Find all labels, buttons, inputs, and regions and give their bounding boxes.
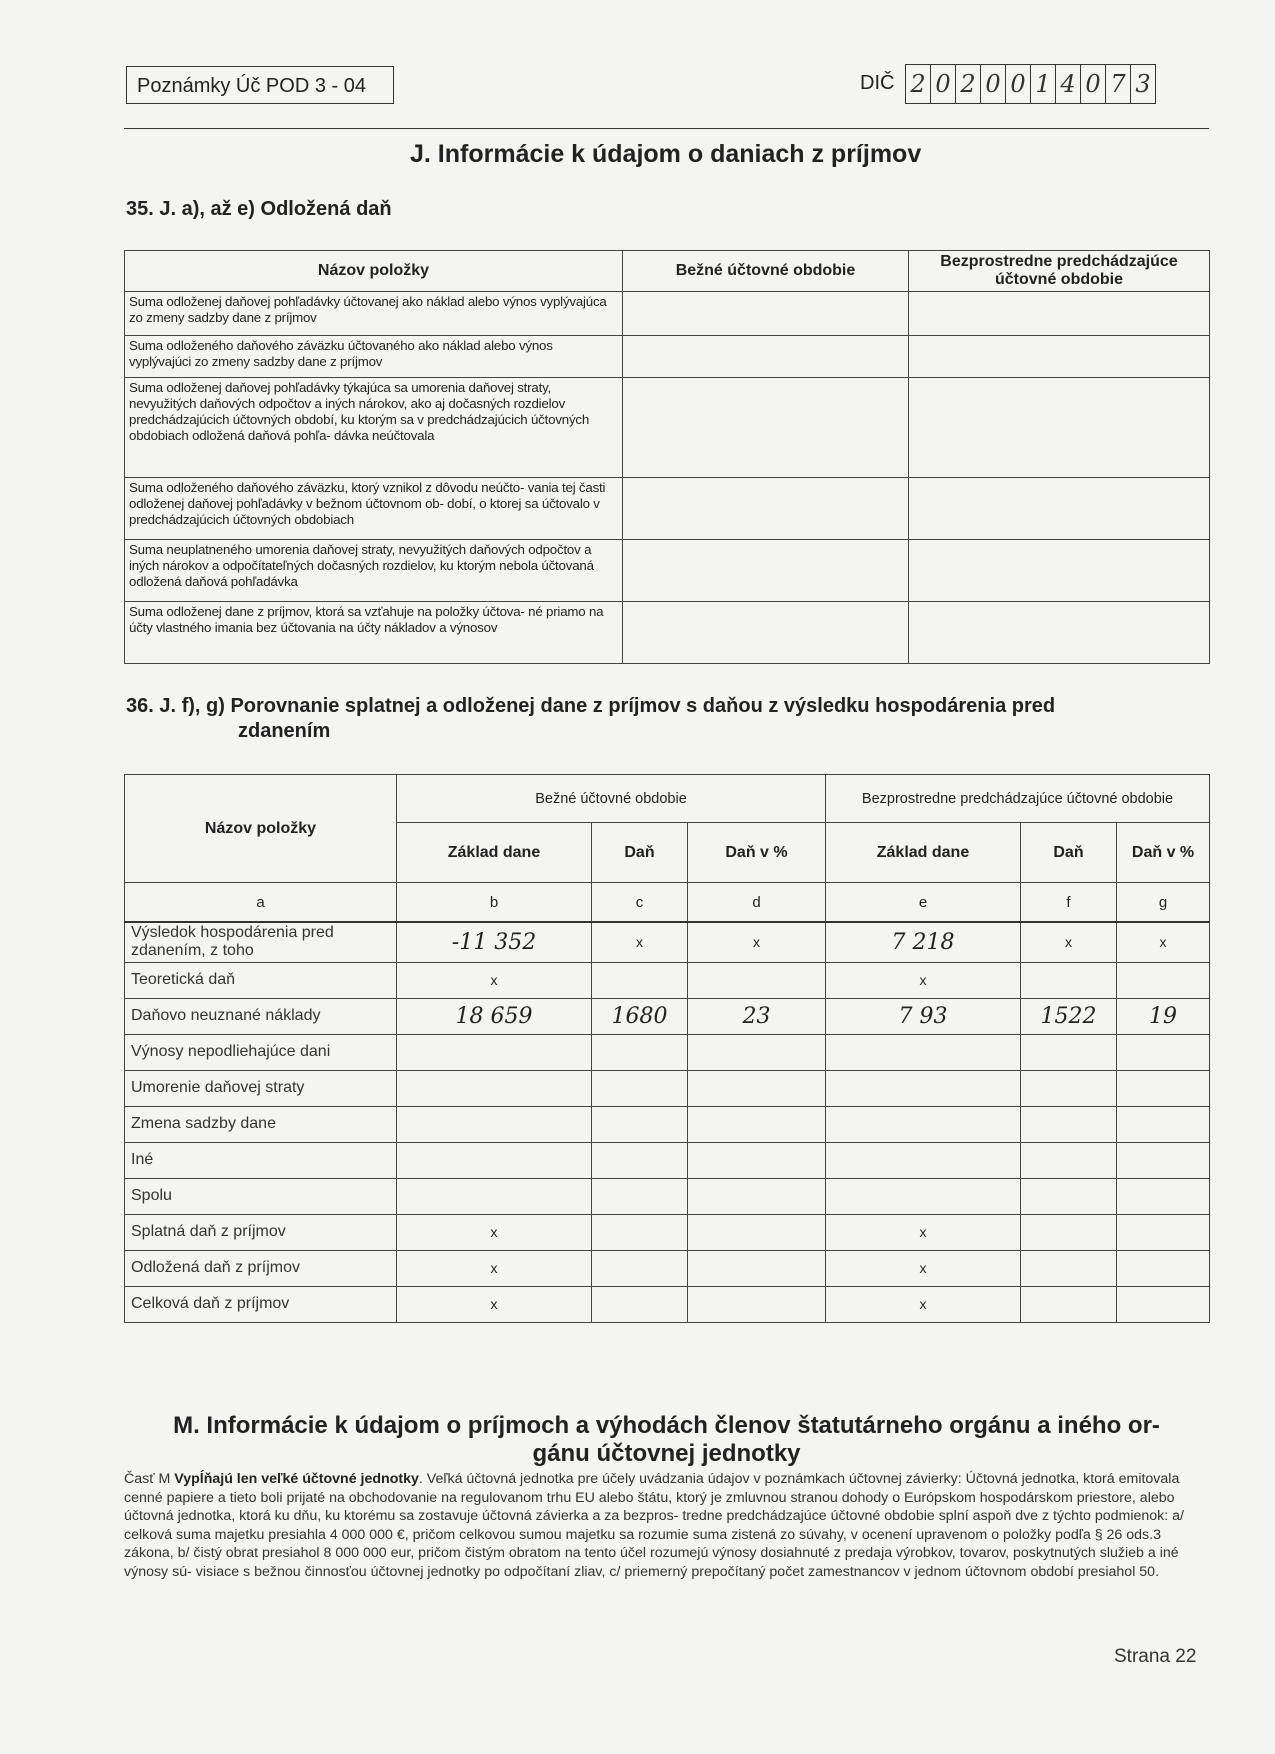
cell: x (397, 1286, 592, 1322)
row-label: Odložená daň z príjmov (125, 1250, 397, 1286)
value-prior (909, 292, 1210, 336)
value-current (623, 378, 909, 478)
dic-digit: 0 (931, 65, 956, 103)
cell: x (688, 922, 826, 962)
cell: 7 218 (826, 922, 1021, 962)
table-row (125, 478, 1210, 540)
cell: 23 (688, 998, 826, 1034)
table-row (125, 1214, 1210, 1250)
col-header-name: Názov položky (125, 775, 397, 883)
col-header-tax-prior: Daň (1021, 823, 1117, 883)
col-header-tax-current: Daň (592, 823, 688, 883)
cell: x (826, 962, 1021, 998)
table-row (125, 1034, 1210, 1070)
value-current (623, 602, 909, 664)
form-tag: Poznámky Úč POD 3 - 04 (126, 66, 394, 104)
cell (688, 962, 826, 998)
dic-digit: 0 (981, 65, 1006, 103)
table-row (125, 922, 1210, 962)
col-header-rate-prior: Daň v % (1117, 823, 1210, 883)
cell: x (1117, 922, 1210, 962)
row-label: Suma odloženej dane z príjmov, ktorá sa vzťahuje na položky účtova- né priamo na účty vlastného imania bez účtovania na účty nákladov a výnosov (125, 602, 623, 664)
cell: x (1021, 922, 1117, 962)
table-row (125, 378, 1210, 478)
row-label: Iné (125, 1142, 397, 1178)
value-prior (909, 378, 1210, 478)
cell: x (592, 922, 688, 962)
cell: x (397, 1214, 592, 1250)
col-header-prior: Bezprostredne predchádzajúce účtovné obdobie (909, 251, 1210, 292)
table-row (125, 602, 1210, 664)
col-letter: g (1117, 883, 1210, 923)
tax-reconciliation-table (124, 774, 1210, 1323)
row-label: Výsledok hospodárenia pred zdanením, z toho (125, 922, 397, 962)
row-label: Suma neuplatneného umorenia daňovej straty, nevyužitých daňových odpočtov a iných nárokov a odpočítateľných dočasných rozdielov, ku ktorým nebola účtovaná odložená daňová pohľadávka (125, 540, 623, 602)
row-label: Výnosy nepodliehajúce dani (125, 1034, 397, 1070)
table-row (125, 1178, 1210, 1214)
subheading-36 (126, 694, 1126, 744)
table-row (125, 1250, 1210, 1286)
table-row (125, 1106, 1210, 1142)
subheading-36-line1: 36. J. f), g) Porovnanie splatnej a odloženej dane z príjmov s daňou z výsledku hospodárenia pred (126, 695, 1056, 717)
col-header-current: Bežné účtovné obdobie (623, 251, 909, 292)
value-current (623, 292, 909, 336)
value-prior (909, 478, 1210, 540)
col-letter: a (125, 883, 397, 923)
table-row (125, 1070, 1210, 1106)
row-label: Suma odloženého daňového záväzku účtovaného ako náklad alebo výnos vyplývajúci zo zmeny sadzby dane z príjmov (125, 336, 623, 378)
subheading-36-line2: zdanením (238, 720, 331, 742)
col-header-base-current: Základ dane (397, 823, 592, 883)
row-label: Zmena sadzby dane (125, 1106, 397, 1142)
row-label: Suma odloženého daňového záväzku, ktorý vznikol z dôvodu neúčto- vania tej časti odloženej daňovej pohľadávky v bežnom účtovnom ob- dobí, o ktorej sa účtovalo v predchádzajúcich účtovných obdobiach (125, 478, 623, 540)
row-label: Splatná daň z príjmov (125, 1214, 397, 1250)
table-row (125, 1286, 1210, 1322)
col-header-name: Názov položky (125, 251, 623, 292)
dic-digit: 3 (1135, 70, 1151, 98)
section-m-heading (124, 1412, 1209, 1468)
col-letter: f (1021, 883, 1117, 923)
cell: -11 352 (397, 922, 592, 962)
row-label: Umorenie daňovej straty (125, 1070, 397, 1106)
table-row (125, 292, 1210, 336)
cell: 1522 (1021, 998, 1117, 1034)
cell: x (397, 1250, 592, 1286)
dic-label: DIČ (860, 72, 895, 94)
col-letter: b (397, 883, 592, 923)
cell (592, 962, 688, 998)
subheading-35: 35. J. a), až e) Odložená daň (126, 198, 392, 220)
cell: x (826, 1214, 1021, 1250)
group-header-prior: Bezprostredne predchádzajúce účtovné obdobie (826, 775, 1210, 823)
value-prior (909, 336, 1210, 378)
row-label: Daňovo neuznané náklady (125, 998, 397, 1034)
para-bold: Vypĺňajú len veľké účtovné jednotky (174, 1471, 419, 1487)
value-prior (909, 602, 1210, 664)
cell: 7 93 (826, 998, 1021, 1034)
para-lead: Časť M (124, 1471, 175, 1487)
page-number: Strana 22 (1114, 1646, 1197, 1667)
cell: x (826, 1250, 1021, 1286)
table-row (125, 962, 1210, 998)
col-letter: c (592, 883, 688, 923)
dic-digit: 2 (956, 65, 981, 103)
cell (1021, 962, 1117, 998)
dic-digit: 2 (906, 65, 931, 103)
cell: 19 (1117, 998, 1210, 1034)
row-label: Celková daň z príjmov (125, 1286, 397, 1322)
value-current (623, 336, 909, 378)
table-row (125, 1142, 1210, 1178)
cell (1117, 962, 1210, 998)
col-letter: e (826, 883, 1021, 923)
group-header-current: Bežné účtovné obdobie (397, 775, 826, 823)
dic-digit: 7 (1106, 65, 1131, 103)
para-text: . Veľká účtovná jednotka pre účely uvádzania údajov v poznámkach účtovnej závierky: Účtovná jednotka, ktorá emitovala cenné papiere a tieto boli prijaté na obchodovanie na regulovanom trhu EU alebo štátu, ktorý je zmluvnou stranou dohody o Európskom hospodárskom priestore, alebo účtovná jednotka, ktorá ku dňu, ku ktorému sa zostavuje účtovná závierka a za bezpros- tredne predchádzajúce účtovné obdobie splní aspoň dve z týchto podmienok: a/ celková suma majetku presiahla 4 000 000 €, pričom celkovou sumou majetku sa rozumie suma zistená zo súvahy, v ocenení upravenom o položky podľa § 26 ods.3 zákona, b/ čistý obrat presiahol 8 000 000 eur, pričom čistým obratom na tento účel rozumejú výnosy dosiahnuté z predaja výrobkov, tovarov, poskytnutých služieb a iné výnosy sú- visiace s bežnou činnosťou účtovnej jednotky po odpočítaní zliav, c/ priemerný prepočítaný počet zamestnancov v jednom účtovnom období presiahol 50. (124, 1471, 1184, 1580)
header-divider (124, 128, 1209, 129)
section-m-heading-line2: gánu účtovnej jednotky (532, 1440, 801, 1467)
dic-digit: 1 (1031, 65, 1056, 103)
dic-digit: 0 (1081, 65, 1106, 103)
value-current (623, 540, 909, 602)
cell: 1680 (592, 998, 688, 1034)
row-label: Spolu (125, 1178, 397, 1214)
column-letters-row (125, 883, 1210, 923)
row-label: Suma odloženej daňovej pohľadávky účtovanej ako náklad alebo výnos vyplývajúca zo zmeny sadzby dane z príjmov (125, 292, 623, 336)
section-m-paragraph (124, 1470, 1204, 1582)
cell: x (826, 1286, 1021, 1322)
dic-digit: 4 (1056, 65, 1081, 103)
table-row (125, 998, 1210, 1034)
deferred-tax-table (124, 250, 1210, 664)
col-header-base-prior: Základ dane (826, 823, 1021, 883)
section-m-heading-line1: M. Informácie k údajom o príjmoch a výhodách členov štatutárneho orgánu a iného or- (173, 1412, 1160, 1439)
col-letter: d (688, 883, 826, 923)
section-j-heading: J. Informácie k údajom o daniach z príjmov (410, 140, 922, 168)
dic-boxes (905, 64, 1156, 104)
table-row (125, 540, 1210, 602)
col-header-rate-current: Daň v % (688, 823, 826, 883)
value-current (623, 478, 909, 540)
dic-digit: 0 (1006, 65, 1031, 103)
cell: 18 659 (397, 998, 592, 1034)
table-row (125, 336, 1210, 378)
row-label: Teoretická daň (125, 962, 397, 998)
value-prior (909, 540, 1210, 602)
row-label: Suma odloženej daňovej pohľadávky týkajúca sa umorenia daňovej straty, nevyužitých daňových odpočtov a iných nárokov, ako aj dočasných rozdielov predchádzajúcich účtovných období, ku ktorým sa v predchádzajúcich účtovných obdobiach odložená daňová pohľa- dávka neúčtovala (125, 378, 623, 478)
cell: x (397, 962, 592, 998)
